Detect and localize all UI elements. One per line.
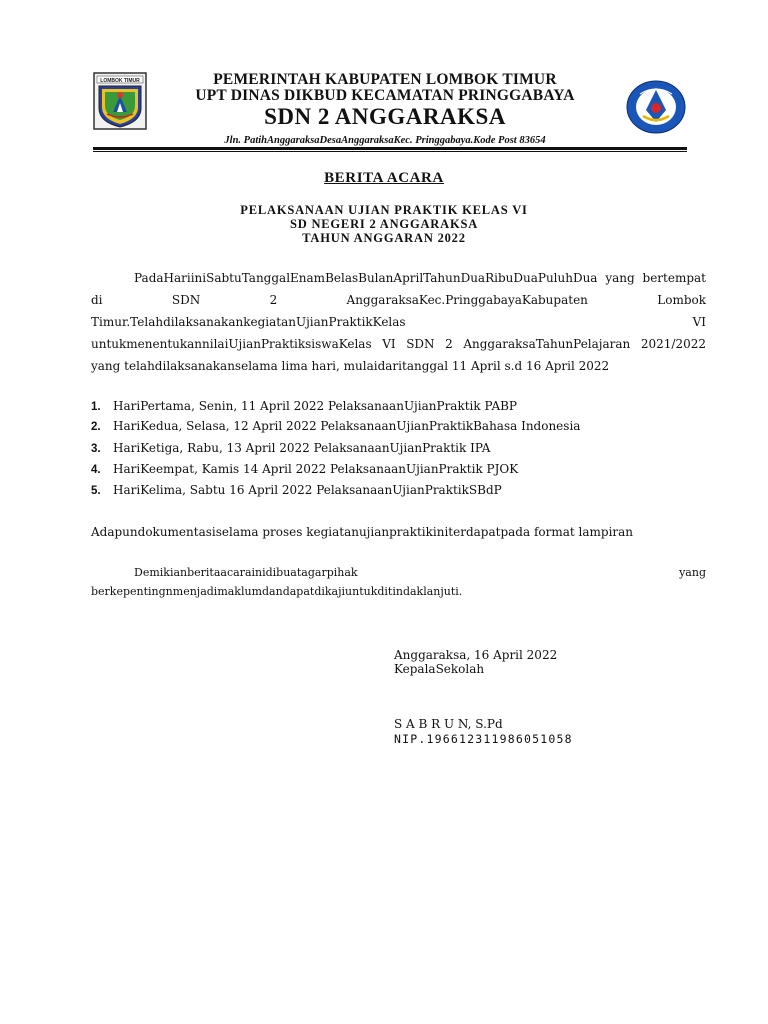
list-item: 3. HariKetiga, Rabu, 13 April 2022 PelaksanaanUjianPraktik IPA — [91, 441, 491, 455]
letterhead-address: Jln. PatihAnggaraksaDesaAnggaraksaKec. Pringgabaya.Kode Post 83654 — [224, 135, 546, 146]
list-item: 2. HariKedua, Selasa, 12 April 2022 PelaksanaanUjianPraktikBahasa Indonesia — [91, 419, 581, 433]
list-item: 4. HariKeempat, Kamis 14 April 2022 PelaksanaanUjianPraktik PJOK — [91, 462, 519, 476]
paragraph-1-line-5: yang telahdilaksanakanselama lima hari, mulaidaritanggal 11 April s.d 16 April 2022 — [91, 359, 610, 373]
lombok-timur-emblem-icon — [93, 72, 147, 130]
tut-wuri-handayani-logo-icon — [626, 80, 686, 134]
signature-position: KepalaSekolah — [394, 662, 485, 676]
list-item: 5. HariKelima, Sabtu 16 April 2022 PelaksanaanUjianPraktikSBdP — [91, 483, 502, 497]
document-title: BERITA ACARA — [324, 170, 444, 186]
paragraph-1-line-1-text: PadaHariiniSabtuTanggalEnamBelasBulanAprilTahunDuaRibuDuaPuluhDua yang bertempat — [134, 271, 706, 285]
letterhead-school-name: SDN 2 ANGGARAKSA — [264, 104, 506, 129]
paragraph-3-line-2: berkepentingnmenjadimaklumdandapatdikajiuntukditindaklanjuti. — [91, 585, 463, 598]
paragraph-2: Adapundokumentasiselama proses kegiatanujianpraktikiniterdapatpada format lampiran — [91, 525, 634, 539]
paragraph-1-line-1 — [134, 267, 706, 289]
subtitle-exam: PELAKSANAAN UJIAN PRAKTIK KELAS VI — [240, 203, 528, 217]
paragraph-1-line-2: di SDN 2 AnggaraksaKec.PringgabayaKabupaten Lombok — [91, 293, 706, 307]
svg-text:LOMBOK TIMUR: LOMBOK TIMUR — [100, 77, 140, 84]
signature-place-date: Anggaraksa, 16 April 2022 — [394, 648, 558, 662]
letterhead-thick-rule — [93, 147, 687, 150]
letterhead-thin-rule — [93, 151, 687, 152]
signature-nip: NIP.196612311986051058 — [394, 732, 573, 746]
paragraph-1-line-4: untukmenentukannilaiUjianPraktiksiswaKelas VI SDN 2 AnggaraksaTahunPelajaran 2021/2022 — [91, 337, 706, 351]
letterhead-government: PEMERINTAH KABUPATEN LOMBOK TIMUR — [213, 71, 557, 88]
subtitle-school: SD NEGERI 2 ANGGARAKSA — [289, 217, 479, 231]
subtitle-year: TAHUN ANGGARAN 2022 — [302, 231, 466, 245]
letterhead-department: UPT DINAS DIKBUD KECAMATAN PRINGGABAYA — [195, 87, 575, 104]
paragraph-3-line-1: Demikianberitaacarainidibuatagarpihak yang — [134, 566, 706, 579]
list-item: 1. HariPertama, Senin, 11 April 2022 PelaksanaanUjianPraktik PABP — [91, 399, 518, 413]
paragraph-1-line-3: Timur.TelahdilaksanakankegiatanUjianPraktikKelas VI — [91, 315, 706, 329]
letterhead — [150, 72, 620, 148]
signature-name: S A B R U N, S.Pd — [394, 717, 503, 731]
